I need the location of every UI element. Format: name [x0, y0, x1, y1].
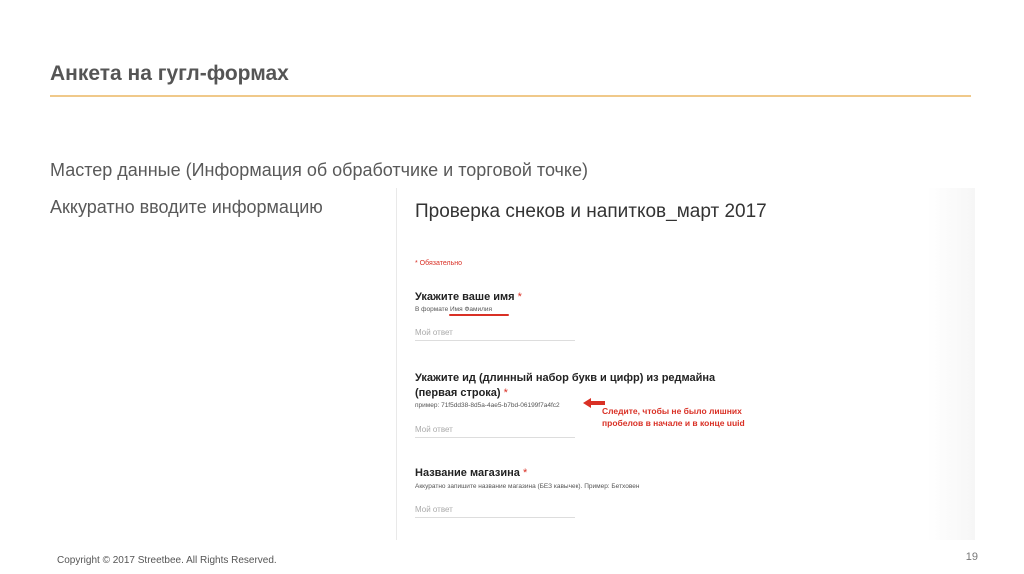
- uuid-warning-annotation: Следите, чтобы не было лишних пробелов в начале и в конце uuid: [602, 406, 745, 428]
- question-id-title: [415, 371, 735, 401]
- id-answer-placeholder: Мой ответ: [415, 425, 453, 434]
- page-number: 19: [965, 551, 978, 563]
- question-id-label: Укажите ид (длинный набор букв и цифр) из редмайна (первая строка): [415, 372, 716, 399]
- slide-title: Анкета на гугл-формах: [50, 62, 289, 85]
- required-star: *: [522, 467, 528, 479]
- question-store-title: [415, 466, 527, 481]
- form-right-shade: [927, 188, 975, 540]
- store-answer-placeholder: Мой ответ: [415, 505, 453, 514]
- question-store-help: Аккуратно запишите название магазина (БЕЗ кавычек). Пример: Бетховен: [415, 483, 640, 490]
- required-star: *: [517, 291, 522, 303]
- question-store-label: Название магазина: [415, 467, 520, 479]
- name-answer-placeholder: Мой ответ: [415, 328, 453, 337]
- google-form-screenshot: [396, 188, 975, 540]
- highlight-underline: [449, 314, 509, 316]
- body-text-instruction: Аккуратно вводите информацию: [50, 197, 323, 217]
- store-answer-field[interactable]: [415, 499, 575, 518]
- question-name-label: Укажите ваше имя: [415, 291, 515, 303]
- question-id-help: пример: 71f5dd38-8d5a-4ae5-b7bd-06199f7a4fc2: [415, 402, 560, 409]
- name-answer-field[interactable]: [415, 322, 575, 341]
- copyright-footer: Copyright © 2017 Streetbee. All Rights Reserved.: [57, 555, 277, 566]
- required-star: *: [503, 387, 508, 399]
- title-divider: [50, 95, 971, 97]
- question-name-title: [415, 290, 522, 305]
- question-name-help: В формате Имя Фамилия: [415, 306, 493, 313]
- body-text-master-data: Мастер данные (Информация об обработчике и торговой точке): [50, 160, 589, 180]
- id-answer-field[interactable]: [415, 419, 575, 438]
- form-title: Проверка снеков и напитков_март 2017: [415, 201, 767, 222]
- required-note: * Обязательно: [415, 260, 462, 267]
